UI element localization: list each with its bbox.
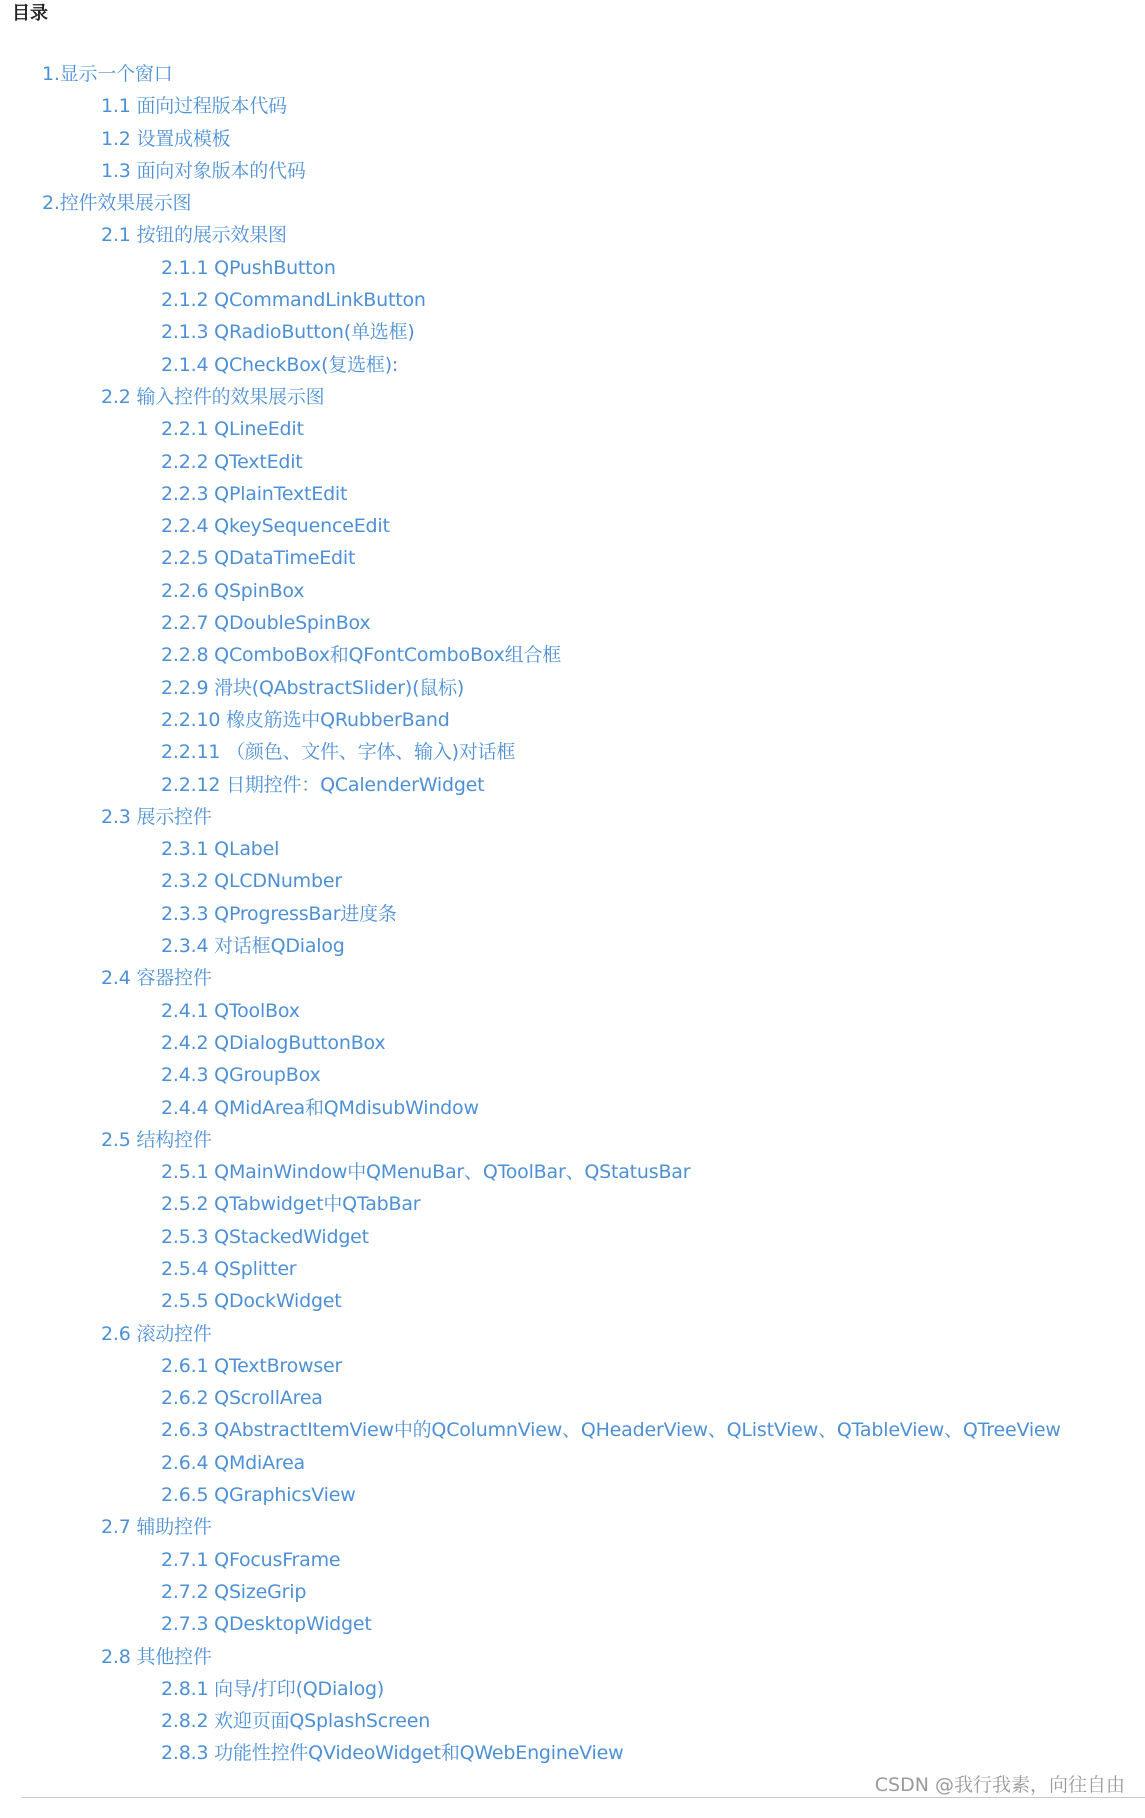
- toc-item: [0, 575, 1061, 607]
- toc-item: [0, 1156, 1061, 1188]
- toc-item: [0, 833, 1061, 865]
- toc-item: [0, 542, 1061, 574]
- toc-link[interactable]: 2.8.1 向导/打印(QDialog): [161, 1677, 385, 1700]
- toc-item: [0, 316, 1061, 348]
- toc-link[interactable]: 2.6.1 QTextBrowser: [161, 1354, 343, 1377]
- toc-link[interactable]: 2.2.10 橡皮筋选中QRubberBand: [161, 708, 450, 731]
- toc-link[interactable]: 2.3.1 QLabel: [161, 838, 280, 861]
- toc-link[interactable]: 2.4.1 QToolBox: [161, 999, 300, 1022]
- toc-link[interactable]: 2.5.2 QTabwidget中QTabBar: [161, 1193, 421, 1216]
- toc-item: [0, 155, 1061, 187]
- toc-link[interactable]: 2.4.3 QGroupBox: [161, 1064, 321, 1087]
- toc-link[interactable]: 2.3 展示控件: [101, 805, 212, 828]
- toc-item: [0, 58, 1061, 90]
- toc-link[interactable]: 2.7 辅助控件: [101, 1516, 212, 1539]
- toc-link[interactable]: 1.1 面向过程版本代码: [101, 95, 287, 118]
- toc-link[interactable]: 2.5.1 QMainWindow中QMenuBar、QToolBar、QStatusBar: [161, 1161, 691, 1184]
- toc-item: [0, 865, 1061, 897]
- toc-item: [0, 1544, 1061, 1576]
- toc-link[interactable]: 2.2.8 QComboBox和QFontComboBox组合框: [161, 644, 562, 667]
- toc-item: [0, 736, 1061, 768]
- toc-item: [0, 1221, 1061, 1253]
- toc-item: [0, 123, 1061, 155]
- toc-item: [0, 252, 1061, 284]
- csdn-watermark: CSDN @我行我素，向往自由: [874, 1774, 1125, 1796]
- toc-link[interactable]: 1.3 面向对象版本的代码: [101, 159, 306, 182]
- toc-item: [0, 1124, 1061, 1156]
- toc-item: [0, 607, 1061, 639]
- toc-link[interactable]: 2.3.4 对话框QDialog: [161, 935, 345, 958]
- toc-item: [0, 995, 1061, 1027]
- toc-link[interactable]: 2.2.6 QSpinBox: [161, 579, 305, 602]
- toc-item: [0, 90, 1061, 122]
- toc-link[interactable]: 2.2.11 （颜色、文件、字体、输入)对话框: [161, 741, 516, 764]
- toc-link[interactable]: 2.7.1 QFocusFrame: [161, 1548, 341, 1571]
- toc-link[interactable]: 2.7.3 QDesktopWidget: [161, 1613, 372, 1636]
- toc-item: [0, 704, 1061, 736]
- toc-link[interactable]: 2.6 滚动控件: [101, 1322, 212, 1345]
- toc-item: [0, 1673, 1061, 1705]
- toc-link[interactable]: 2.7.2 QSizeGrip: [161, 1580, 307, 1603]
- toc-link[interactable]: 2.1.2 QCommandLinkButton: [161, 289, 426, 312]
- toc-link[interactable]: 2.8.3 功能性控件QVideoWidget和QWebEngineView: [161, 1742, 624, 1765]
- toc-title: 目录: [12, 3, 48, 24]
- toc-link[interactable]: 2.3.2 QLCDNumber: [161, 870, 342, 893]
- toc-link[interactable]: 2.6.2 QScrollArea: [161, 1387, 323, 1410]
- toc-link[interactable]: 1.显示一个窗口: [42, 63, 173, 85]
- toc-item: [0, 1253, 1061, 1285]
- toc-link[interactable]: 1.2 设置成模板: [101, 127, 231, 150]
- toc-item: [0, 381, 1061, 413]
- toc-item: [0, 930, 1061, 962]
- toc-item: [0, 510, 1061, 542]
- toc-link[interactable]: 2.1.4 QCheckBox(复选框):: [161, 353, 399, 376]
- toc-link[interactable]: 2.2.5 QDataTimeEdit: [161, 547, 356, 570]
- toc-item: [0, 1350, 1061, 1382]
- toc-item: [0, 1576, 1061, 1608]
- toc-link[interactable]: 2.1.1 QPushButton: [161, 256, 336, 279]
- toc-link[interactable]: 2.5 结构控件: [101, 1128, 212, 1151]
- toc-item: [0, 1188, 1061, 1220]
- toc-item: [0, 1285, 1061, 1317]
- toc-item: [0, 672, 1061, 704]
- toc-item: [0, 1641, 1061, 1673]
- toc-link[interactable]: 2.6.5 QGraphicsView: [161, 1484, 356, 1507]
- toc-link[interactable]: 2.5.4 QSplitter: [161, 1257, 297, 1280]
- toc-link[interactable]: 2.2.1 QLineEdit: [161, 418, 304, 441]
- toc-link[interactable]: 2.8 其他控件: [101, 1645, 212, 1668]
- toc-item: [0, 1737, 1061, 1769]
- toc-item: [0, 1092, 1061, 1124]
- toc-link[interactable]: 2.2.9 滑块(QAbstractSlider)(鼠标): [161, 676, 465, 699]
- toc-item: [0, 349, 1061, 381]
- toc-item: [0, 962, 1061, 994]
- toc-link[interactable]: 2.2.2 QTextEdit: [161, 450, 303, 473]
- toc-link[interactable]: 2.2.12 日期控件：QCalenderWidget: [161, 773, 485, 796]
- toc-item: [0, 1318, 1061, 1350]
- toc-item: [0, 1059, 1061, 1091]
- toc-item: [0, 639, 1061, 671]
- toc-item: [0, 1479, 1061, 1511]
- divider: [22, 1797, 1145, 1798]
- toc-link[interactable]: 2.3.3 QProgressBar进度条: [161, 902, 397, 925]
- toc-item: [0, 1027, 1061, 1059]
- toc-item: [0, 769, 1061, 801]
- toc-link[interactable]: 2.6.3 QAbstractItemView中的QColumnView、QHeaderView、QListView、QTableView、QTreeView: [161, 1419, 1061, 1442]
- toc-item: [0, 1447, 1061, 1479]
- toc-item: [0, 801, 1061, 833]
- toc-item: [0, 1382, 1061, 1414]
- toc-link[interactable]: 2.2.7 QDoubleSpinBox: [161, 612, 371, 635]
- toc-item: [0, 446, 1061, 478]
- toc-item: [0, 413, 1061, 445]
- toc-link[interactable]: 2.8.2 欢迎页面QSplashScreen: [161, 1710, 431, 1733]
- toc-item: [0, 898, 1061, 930]
- toc-item: [0, 1414, 1061, 1446]
- toc-link[interactable]: 2.5.5 QDockWidget: [161, 1290, 342, 1313]
- toc-link[interactable]: 2.4.4 QMidArea和QMdisubWindow: [161, 1096, 479, 1119]
- toc-item: [0, 219, 1061, 251]
- toc-item: [0, 187, 1061, 219]
- toc-link[interactable]: 2.5.3 QStackedWidget: [161, 1225, 369, 1248]
- toc-link[interactable]: 2.1 按钮的展示效果图: [101, 224, 287, 247]
- toc-link[interactable]: 2.1.3 QRadioButton(单选框): [161, 321, 415, 344]
- toc-list: [0, 58, 1061, 1770]
- toc-link[interactable]: 2.2.3 QPlainTextEdit: [161, 482, 348, 505]
- toc-link[interactable]: 2.控件效果展示图: [42, 192, 192, 215]
- toc-item: [0, 1705, 1061, 1737]
- toc-item: [0, 284, 1061, 316]
- toc-link[interactable]: 2.4 容器控件: [101, 967, 212, 990]
- toc-link[interactable]: 2.2 输入控件的效果展示图: [101, 385, 325, 408]
- toc-item: [0, 478, 1061, 510]
- toc-link[interactable]: 2.4.2 QDialogButtonBox: [161, 1031, 386, 1054]
- toc-link[interactable]: 2.2.4 QkeySequenceEdit: [161, 515, 390, 538]
- toc-item: [0, 1511, 1061, 1543]
- toc-link[interactable]: 2.6.4 QMdiArea: [161, 1451, 305, 1474]
- toc-item: [0, 1608, 1061, 1640]
